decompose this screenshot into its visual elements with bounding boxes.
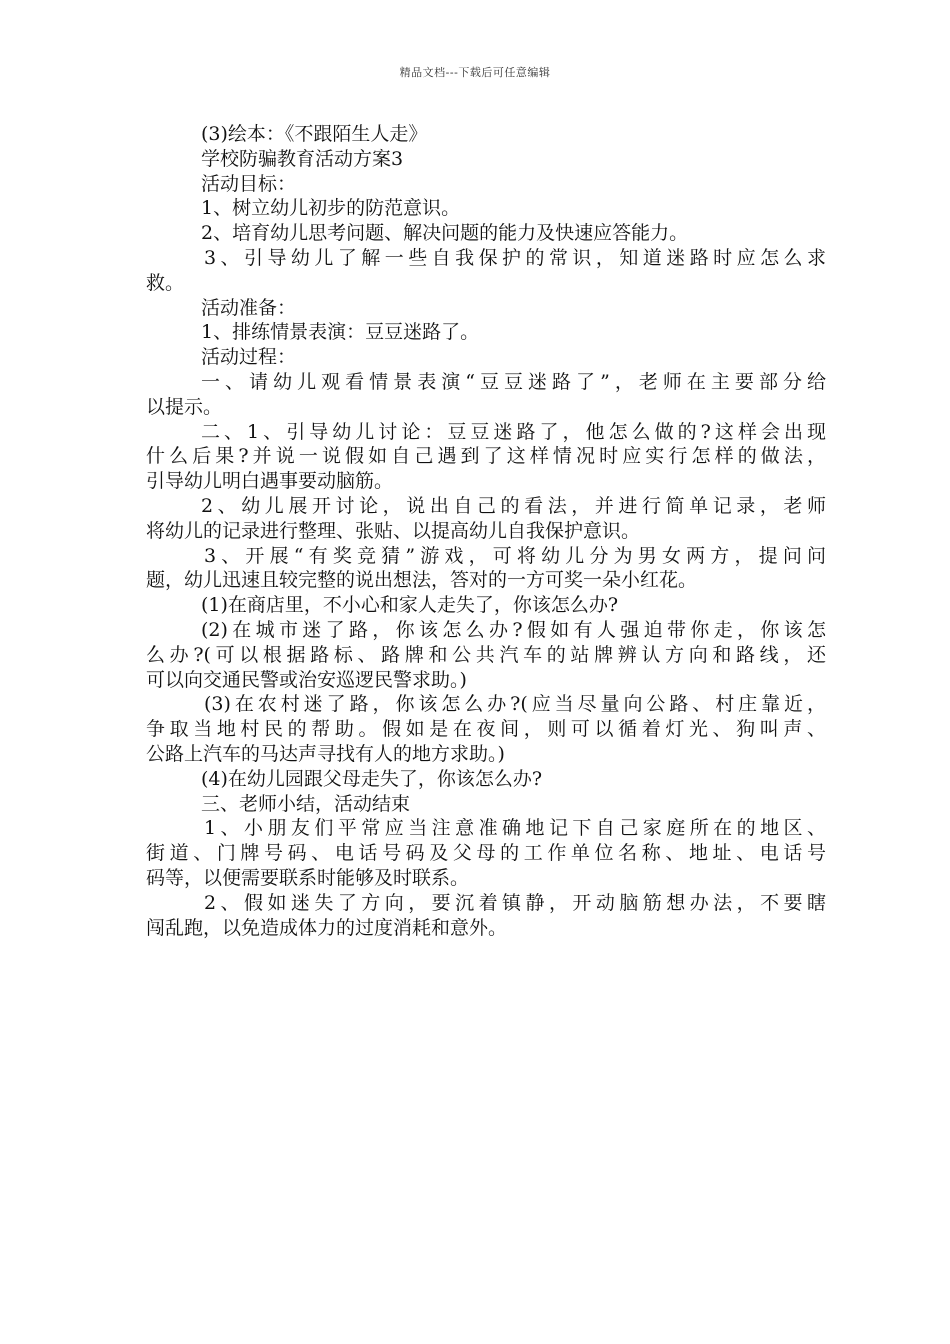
text-line: 么办?(可以根据路标、路牌和公共汽车的站牌辨认方向和路线，还: [146, 643, 826, 666]
text-line: 活动过程：: [201, 346, 297, 369]
text-line: 将幼儿的记录进行整理、张贴、以提高幼儿自我保护意识。: [146, 519, 641, 542]
text-line: 2、幼儿展开讨论，说出自己的看法，并进行简单记录，老师: [201, 494, 826, 517]
text-line: 公路上汽车的马达声寻找有人的地方求助。): [146, 742, 505, 765]
text-line: (1)在商店里，不小心和家人走失了，你该怎么办?: [201, 594, 619, 617]
text-line: 1、小朋友们平常应当注意准确地记下自己家庭所在的地区、: [204, 817, 826, 840]
text-line: 救。: [146, 271, 185, 294]
text-line: 3、引导幼儿了解一些自我保护的常识，知道迷路时应怎么求: [204, 246, 826, 269]
text-line: 3、开展“有奖竞猜”游戏，可将幼儿分为男女两方，提问问: [204, 544, 826, 567]
text-line: 引导幼儿明白遇事要动脑筋。: [146, 470, 394, 493]
text-line: 题，幼儿迅速且较完整的说出想法，答对的一方可奖一朵小红花。: [146, 569, 698, 592]
text-line: 三、老师小结，活动结束: [201, 792, 411, 815]
text-line: 活动目标：: [201, 172, 297, 195]
text-line: (2)在城市迷了路，你该怎么办?假如有人强迫带你走，你该怎: [201, 618, 826, 641]
text-line: 以提示。: [146, 395, 223, 418]
text-line: 码等，以便需要联系时能够及时联系。: [146, 866, 470, 889]
page-header: 精品文档---下载后可任意编辑: [399, 66, 551, 79]
text-line: 2、培育幼儿思考问题、解决问题的能力及快速应答能力。: [201, 222, 689, 245]
text-line: (3)在农村迷了路，你该怎么办?(应当尽量向公路、村庄靠近，: [204, 693, 826, 716]
document-body: [146, 122, 826, 940]
text-line: 活动准备：: [201, 296, 297, 319]
text-line: 1、排练情景表演：豆豆迷路了。: [201, 321, 480, 344]
text-line: (3)绘本：《不跟陌生人走》: [201, 123, 428, 145]
text-line: 闯乱跑，以免造成体力的过度消耗和意外。: [146, 916, 508, 939]
text-line: 1、树立幼儿初步的防范意识。: [201, 197, 461, 220]
text-line: 争取当地村民的帮助。假如是在夜间，则可以循着灯光、狗叫声、: [146, 718, 826, 741]
text-line: 可以向交通民警或治安巡逻民警求助。): [146, 668, 467, 691]
text-line: 街道、门牌号码、电话号码及父母的工作单位名称、地址、电话号: [146, 842, 826, 865]
text-line: 一、请幼儿观看情景表演“豆豆迷路了”，老师在主要部分给: [201, 370, 826, 393]
text-line: 什么后果?并说一说假如自己遇到了这样情况时应实行怎样的做法，: [146, 445, 826, 468]
text-line: 二、1、引导幼儿讨论：豆豆迷路了，他怎么做的?这样会出现: [201, 420, 826, 443]
text-line: (4)在幼儿园跟父母走失了，你该怎么办?: [201, 767, 543, 790]
text-line: 2、假如迷失了方向，要沉着镇静，开动脑筋想办法，不要瞎: [204, 891, 826, 914]
text-line: 学校防骗教育活动方案3: [201, 147, 404, 170]
